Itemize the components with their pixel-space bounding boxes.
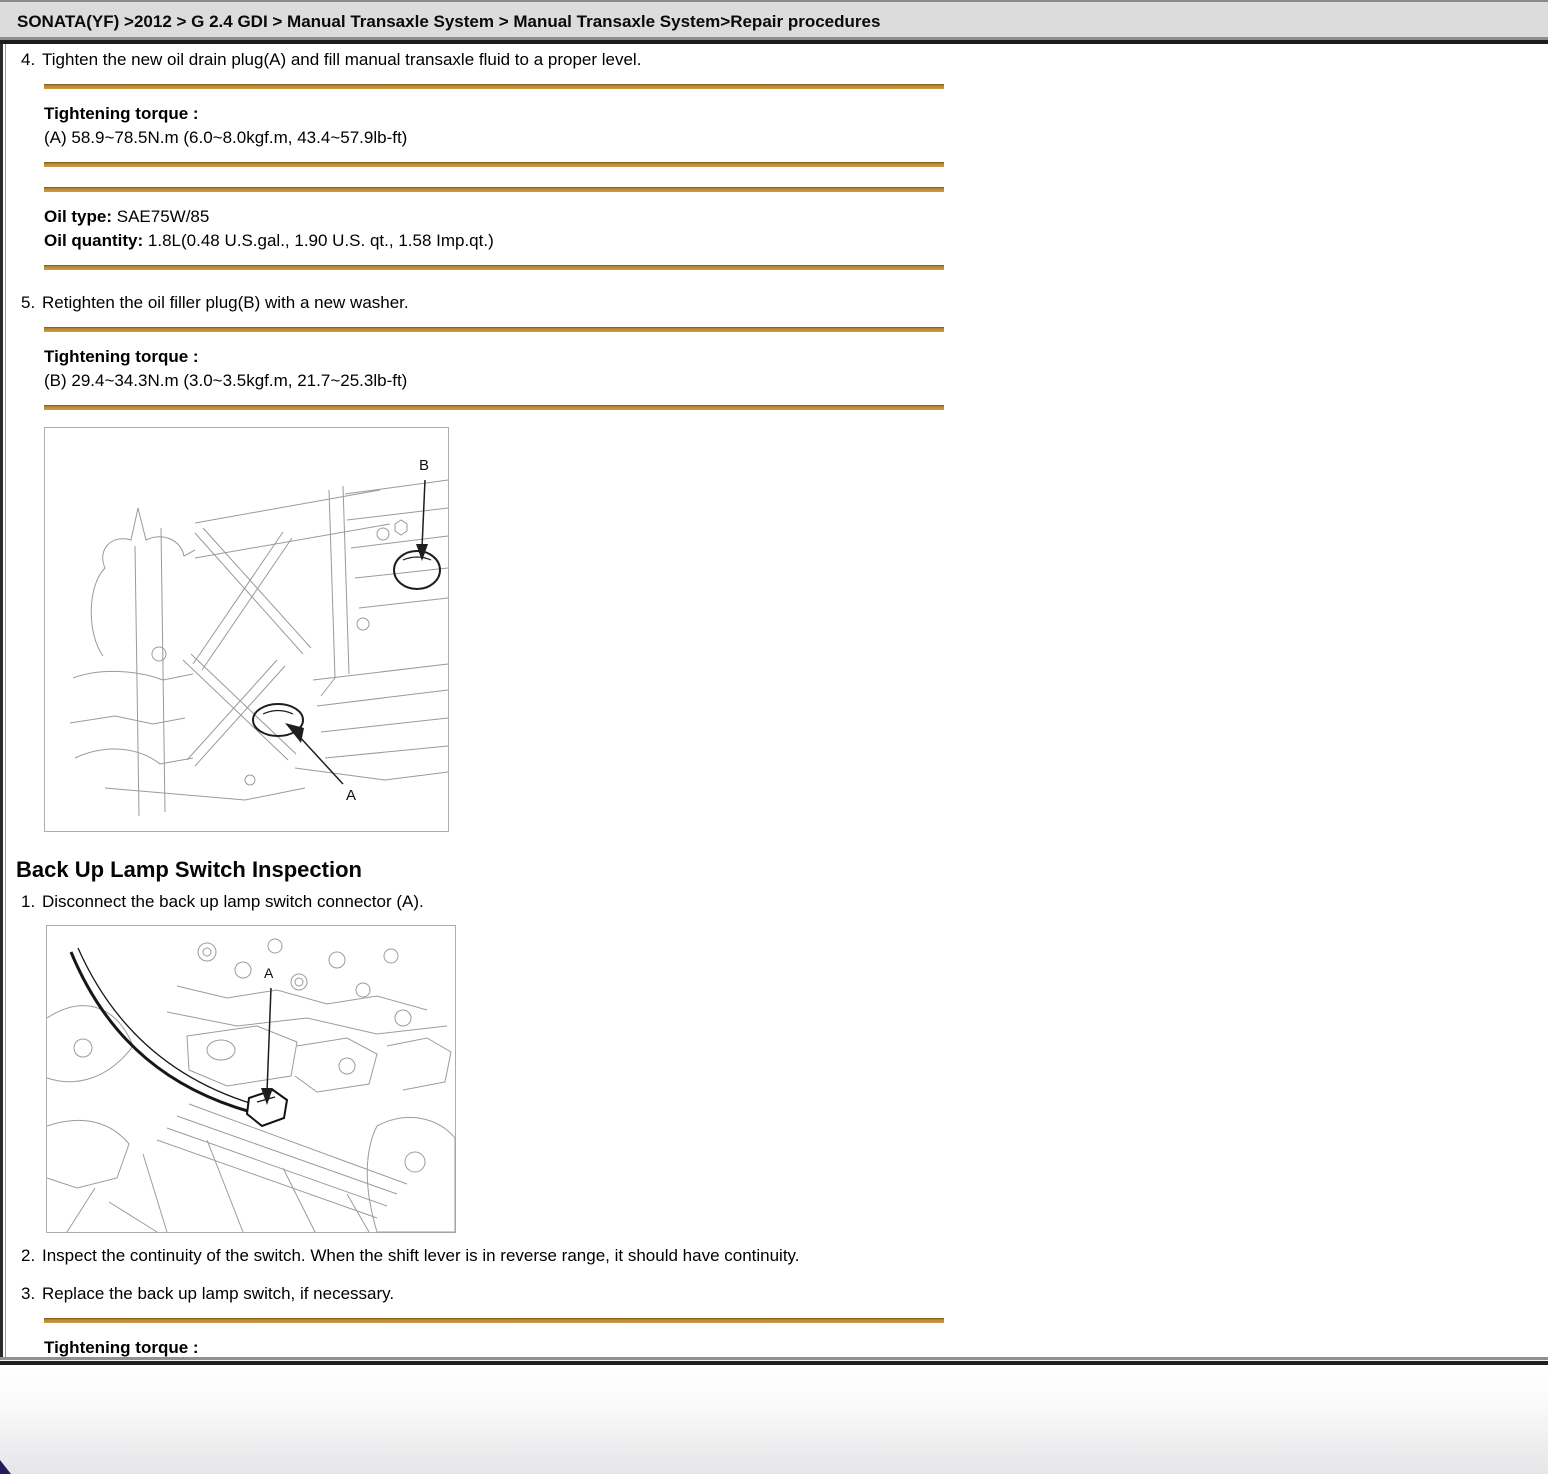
step-number: 1. — [21, 892, 36, 911]
oil-type-label: Oil type: — [44, 207, 113, 226]
oil-spec — [44, 187, 944, 270]
torque-label: Tightening torque : — [44, 104, 199, 123]
oil-quantity-label: Oil quantity: — [44, 231, 144, 250]
oil-quantity-value: 1.8L(0.48 U.S.gal., 1.90 U.S. qt., 1.58 Imp.qt.) — [143, 231, 494, 250]
manual-page — [5, 44, 1548, 1357]
step-number: 2. — [21, 1246, 36, 1265]
corner-logo-fragment — [0, 1460, 11, 1474]
section-title: Back Up Lamp Switch Inspection — [16, 857, 362, 882]
spec-rule-bottom — [44, 162, 944, 167]
torque-value: (B) 29.4~34.3N.m (3.0~3.5kgf.m, 21.7~25.3lb-ft) — [44, 371, 408, 390]
step-5 — [6, 292, 1548, 314]
spec-rule-bottom — [44, 405, 944, 410]
oil-quantity-line — [44, 229, 944, 253]
torque-spec-a — [44, 84, 944, 167]
oil-type-line — [44, 205, 944, 229]
torque-spec-b — [44, 327, 944, 410]
spec-rule-bottom — [44, 265, 944, 270]
transaxle-line-drawing — [45, 428, 448, 831]
oil-type-value: SAE75W/85 — [112, 207, 210, 226]
step-3 — [6, 1283, 1548, 1305]
step-4 — [6, 49, 1548, 71]
breadcrumb: SONATA(YF) >2012 > G 2.4 GDI > Manual Transaxle System > Manual Transaxle System>Repair procedures — [17, 12, 881, 31]
manual-page-frame — [0, 44, 1548, 1357]
step-text: Replace the back up lamp switch, if necessary. — [42, 1284, 395, 1303]
step-text: Disconnect the back up lamp switch connector (A). — [42, 892, 424, 911]
breadcrumb-bar — [0, 0, 1548, 44]
torque-label: Tightening torque : — [44, 347, 199, 366]
figure-transaxle-plugs — [44, 427, 449, 832]
engine-bay-line-drawing — [47, 926, 455, 1232]
step-text: Tighten the new oil drain plug(A) and fill manual transaxle fluid to a proper level. — [42, 50, 642, 69]
step-text: Inspect the continuity of the switch. When the shift lever is in reverse range, it should have continuity. — [42, 1246, 800, 1265]
step-2 — [6, 1245, 1548, 1267]
step-number: 4. — [21, 50, 36, 69]
step-number: 3. — [21, 1284, 36, 1303]
figure1-label-a: A — [346, 787, 357, 804]
footer-strip — [0, 1365, 1548, 1474]
figure-backup-lamp-switch — [46, 925, 456, 1233]
figure1-label-b: B — [419, 457, 430, 474]
figure2-label-a: A — [264, 965, 274, 981]
torque-label: Tightening torque : — [44, 1338, 199, 1357]
step-text: Retighten the oil filler plug(B) with a new washer. — [42, 293, 409, 312]
step-1 — [6, 891, 1548, 913]
step-number: 5. — [21, 293, 36, 312]
torque-value: (A) 58.9~78.5N.m (6.0~8.0kgf.m, 43.4~57.9lb-ft) — [44, 128, 408, 147]
